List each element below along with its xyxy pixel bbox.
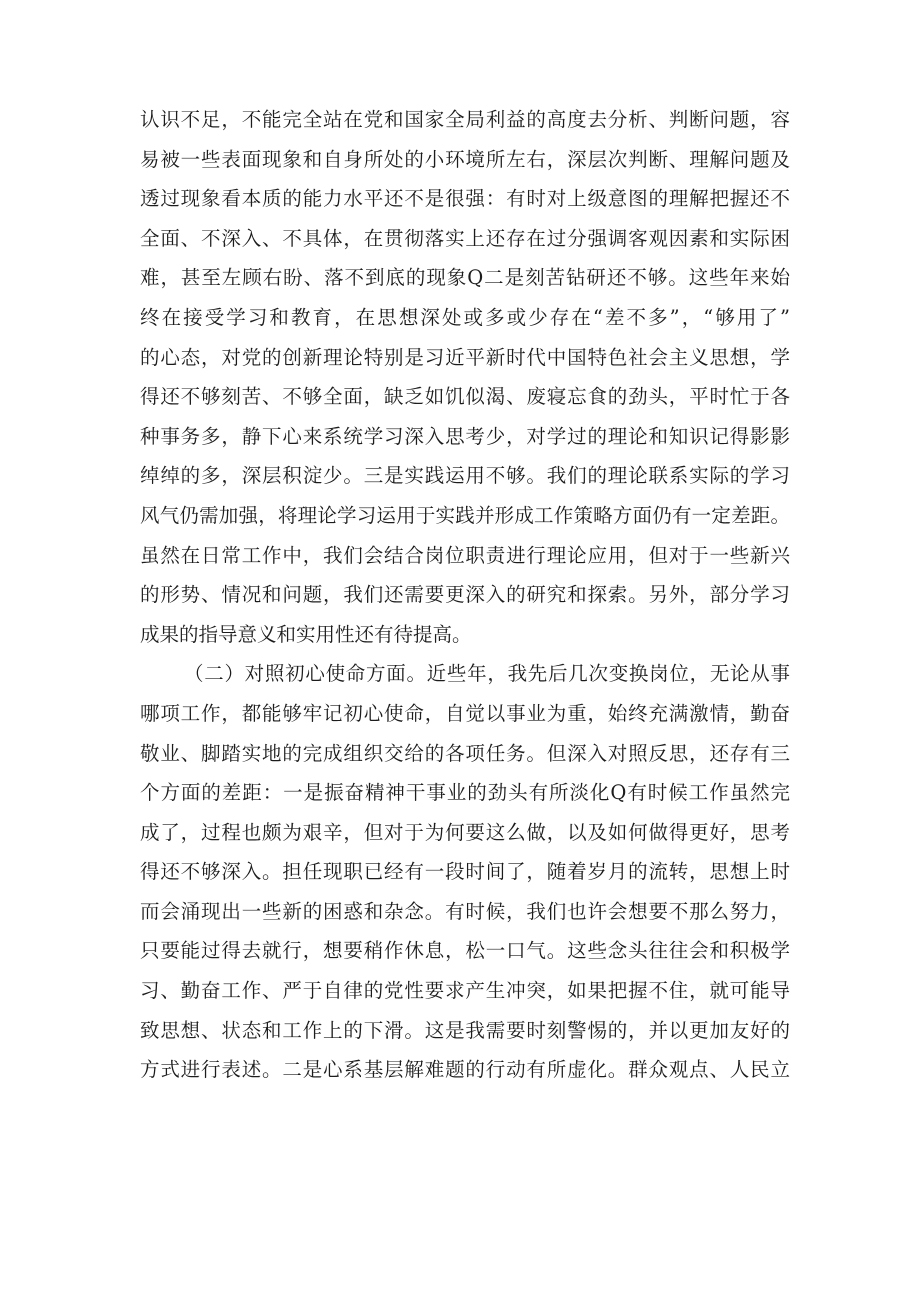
text-line: 风气仍需加强，将理论学习运用于实践并形成工作策略方面仍有一定差距。 [140, 503, 790, 527]
text-line: 只要能过得去就行，想要稍作休息，松一口气。这些念头往往会和积极学 [140, 939, 790, 963]
text-line: 哪项工作，都能够牢记初心使命，自觉以事业为重，始终充满激情，勤奋 [140, 701, 790, 725]
text-line: 透过现象看本质的能力水平还不是很强：有时对上级意图的理解把握还不 [140, 187, 790, 211]
text-line: 易被一些表面现象和自身所处的小环境所左右，深层次判断、理解问题及 [140, 147, 790, 171]
text-line: 难，甚至左顾右盼、落不到底的现象Q二是刻苦钻研还不够。这些年来始 [140, 266, 790, 290]
text-line: 认识不足，不能完全站在党和国家全局利益的高度去分析、判断问题，容 [140, 108, 790, 131]
text-line: 致思想、状态和工作上的下滑。这是我需要时刻警惕的，并以更加友好的 [140, 1018, 790, 1042]
text-line: 绰绰的多，深层积淀少。三是实践运用不够。我们的理论联系实际的学习 [140, 464, 790, 488]
text-line: 的心态，对党的创新理论特别是习近平新时代中国特色社会主义思想，学 [140, 345, 790, 369]
text-line: 习、勤奋工作、严于自律的党性要求产生冲突，如果把握不住，就可能导 [140, 979, 790, 1003]
text-line: 终在接受学习和教育，在思想深处或多或少存在“差不多”，“够用了” [140, 305, 790, 329]
text-line: 方式进行表述。二是心系基层解难题的行动有所虚化。群众观点、人民立 [140, 1058, 790, 1082]
text-line: 虽然在日常工作中，我们会结合岗位职责进行理论应用，但对于一些新兴 [140, 543, 790, 567]
text-line: 成了，过程也颇为艰辛，但对于为何要这么做，以及如何做得更好，思考 [140, 820, 790, 844]
text-line: 全面、不深入、不具体，在贯彻落实上还存在过分强调客观因素和实际困 [140, 226, 790, 250]
text-line: 种事务多，静下心来系统学习深入思考少，对学过的理论和知识记得影影 [140, 424, 790, 448]
text-line: 而会涌现出一些新的困惑和杂念。有时候，我们也许会想要不那么努力， [140, 899, 790, 923]
text-line: 得还不够刻苦、不够全面，缺乏如饥似渴、废寝忘食的劲头，平时忙于各 [140, 385, 790, 409]
body-text [140, 100, 790, 1090]
text-line: 得还不够深入。担任现职已经有一段时间了，随着岁月的流转，思想上时 [140, 860, 790, 884]
text-line: 的形势、情况和问题，我们还需要更深入的研究和探索。另外，部分学习 [140, 583, 790, 607]
text-line: 敬业、脚踏实地的完成组织交给的各项任务。但深入对照反思，还存有三 [140, 741, 790, 765]
section-heading-line: （二）对照初心使命方面。近些年，我先后几次变换岗位，无论从事 [184, 662, 790, 686]
text-line: 成果的指导意义和实用性还有待提高。 [140, 622, 472, 646]
text-line: 个方面的差距：一是振奋精神干事业的劲头有所淡化Q有时候工作虽然完 [140, 781, 790, 805]
